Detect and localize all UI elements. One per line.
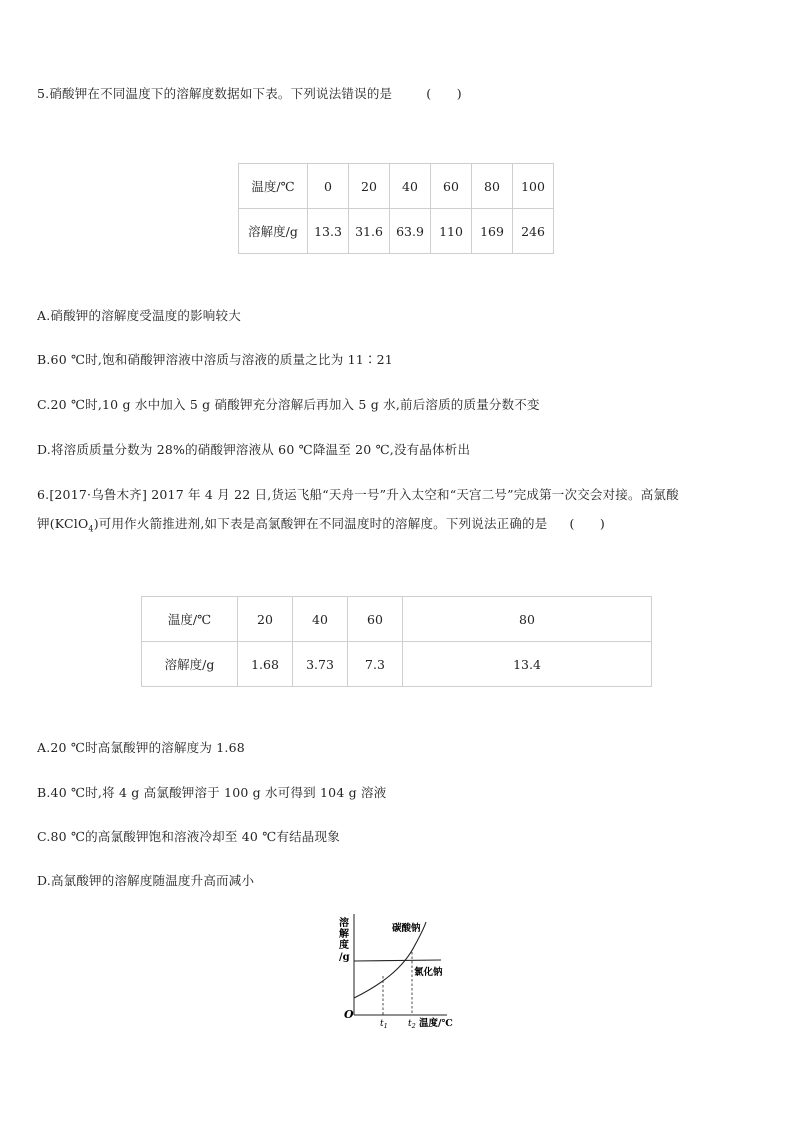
q5-option-c: C.20 ℃时,10 g 水中加入 5 g 硝酸钾充分溶解后再加入 5 g 水,前后溶质的质量分数不变 xyxy=(37,397,540,412)
q6-option-b: B.40 ℃时,将 4 g 高氯酸钾溶于 100 g 水可得到 104 g 溶液 xyxy=(37,785,387,800)
solubility-curve-figure xyxy=(335,912,465,1030)
table-cell: 31.6 xyxy=(349,209,390,254)
t1-label-sub: 1 xyxy=(383,1022,388,1030)
q6-stem-line2 xyxy=(37,514,605,534)
nacl-curve xyxy=(354,960,441,961)
q5-solubility-table xyxy=(238,163,554,254)
table-cell: 3.73 xyxy=(293,642,348,687)
q6-stem-post: )可用作火箭推进剂,如下表是高氯酸钾在不同温度时的溶解度。下列说法正确的是 xyxy=(93,516,548,531)
table-cell: 40 xyxy=(293,597,348,642)
table-row-label: 溶解度/g xyxy=(239,209,308,254)
y-axis-label-char: 解 xyxy=(339,929,349,940)
table-cell: 60 xyxy=(348,597,403,642)
y-axis-label-char: 度 xyxy=(339,940,349,951)
y-axis-label-char: 溶 xyxy=(339,918,349,929)
table-cell: 80 xyxy=(472,164,513,209)
q6-stem-line1: 6.[2017·乌鲁木齐] 2017 年 4 月 22 日,货运飞船“天舟一号”升入太空和“天宫二号”完成第一次交会对接。高氯酸 xyxy=(37,487,679,502)
table-cell: 63.9 xyxy=(390,209,431,254)
table-row xyxy=(239,164,554,209)
table-cell: 20 xyxy=(349,164,390,209)
q5-stem xyxy=(37,84,462,102)
table-cell: 13.4 xyxy=(403,642,652,687)
q6-option-c: C.80 ℃的高氯酸钾饱和溶液冷却至 40 ℃有结晶现象 xyxy=(37,829,340,844)
q5-stem-text: 5.硝酸钾在不同温度下的溶解度数据如下表。下列说法错误的是 xyxy=(37,86,393,101)
q6-stem-pre: 钾(KClO xyxy=(37,516,89,531)
table-header-label: 温度/℃ xyxy=(239,164,308,209)
t2-label-sub: 2 xyxy=(411,1022,416,1030)
q5-option-d: D.将溶质质量分数为 28%的硝酸钾溶液从 60 ℃降温至 20 ℃,没有晶体析出 xyxy=(37,442,471,457)
q6-solubility-table xyxy=(141,596,652,687)
q5-answer-paren: ( ) xyxy=(426,86,462,101)
table-cell: 169 xyxy=(472,209,513,254)
table-cell: 246 xyxy=(513,209,554,254)
t2-label xyxy=(408,1019,416,1030)
y-axis-label-char: /g xyxy=(339,952,350,963)
t1-label xyxy=(380,1019,388,1030)
table-row xyxy=(142,642,652,687)
q6-option-d: D.高氯酸钾的溶解度随温度升高而减小 xyxy=(37,873,255,888)
y-axis-label xyxy=(339,916,350,963)
table-cell: 13.3 xyxy=(308,209,349,254)
q6-answer-paren: ( ) xyxy=(569,516,606,531)
table-cell: 100 xyxy=(513,164,554,209)
table-cell: 20 xyxy=(238,597,293,642)
table-row xyxy=(142,597,652,642)
q6-stem-sub: 4 xyxy=(88,524,94,534)
table-cell: 1.68 xyxy=(238,642,293,687)
origin-label: O xyxy=(344,1008,354,1021)
table-cell: 80 xyxy=(403,597,652,642)
table-row xyxy=(239,209,554,254)
table-header-label: 温度/℃ xyxy=(142,597,238,642)
table-cell: 7.3 xyxy=(348,642,403,687)
x-axis-label: 温度/℃ xyxy=(419,1018,453,1029)
nacl-label: 氯化钠 xyxy=(414,967,443,978)
t1-label-main: t xyxy=(380,1019,384,1029)
table-cell: 0 xyxy=(308,164,349,209)
q5-option-a: A.硝酸钾的溶解度受温度的影响较大 xyxy=(37,308,241,323)
table-cell: 60 xyxy=(431,164,472,209)
table-cell: 110 xyxy=(431,209,472,254)
t2-label-main: t xyxy=(408,1019,412,1029)
q6-option-a: A.20 ℃时高氯酸钾的溶解度为 1.68 xyxy=(37,740,245,755)
table-cell: 40 xyxy=(390,164,431,209)
na2co3-label: 碳酸钠 xyxy=(392,923,421,934)
q5-option-b: B.60 ℃时,饱和硝酸钾溶液中溶质与溶液的质量之比为 11∶21 xyxy=(37,352,393,367)
table-row-label: 溶解度/g xyxy=(142,642,238,687)
